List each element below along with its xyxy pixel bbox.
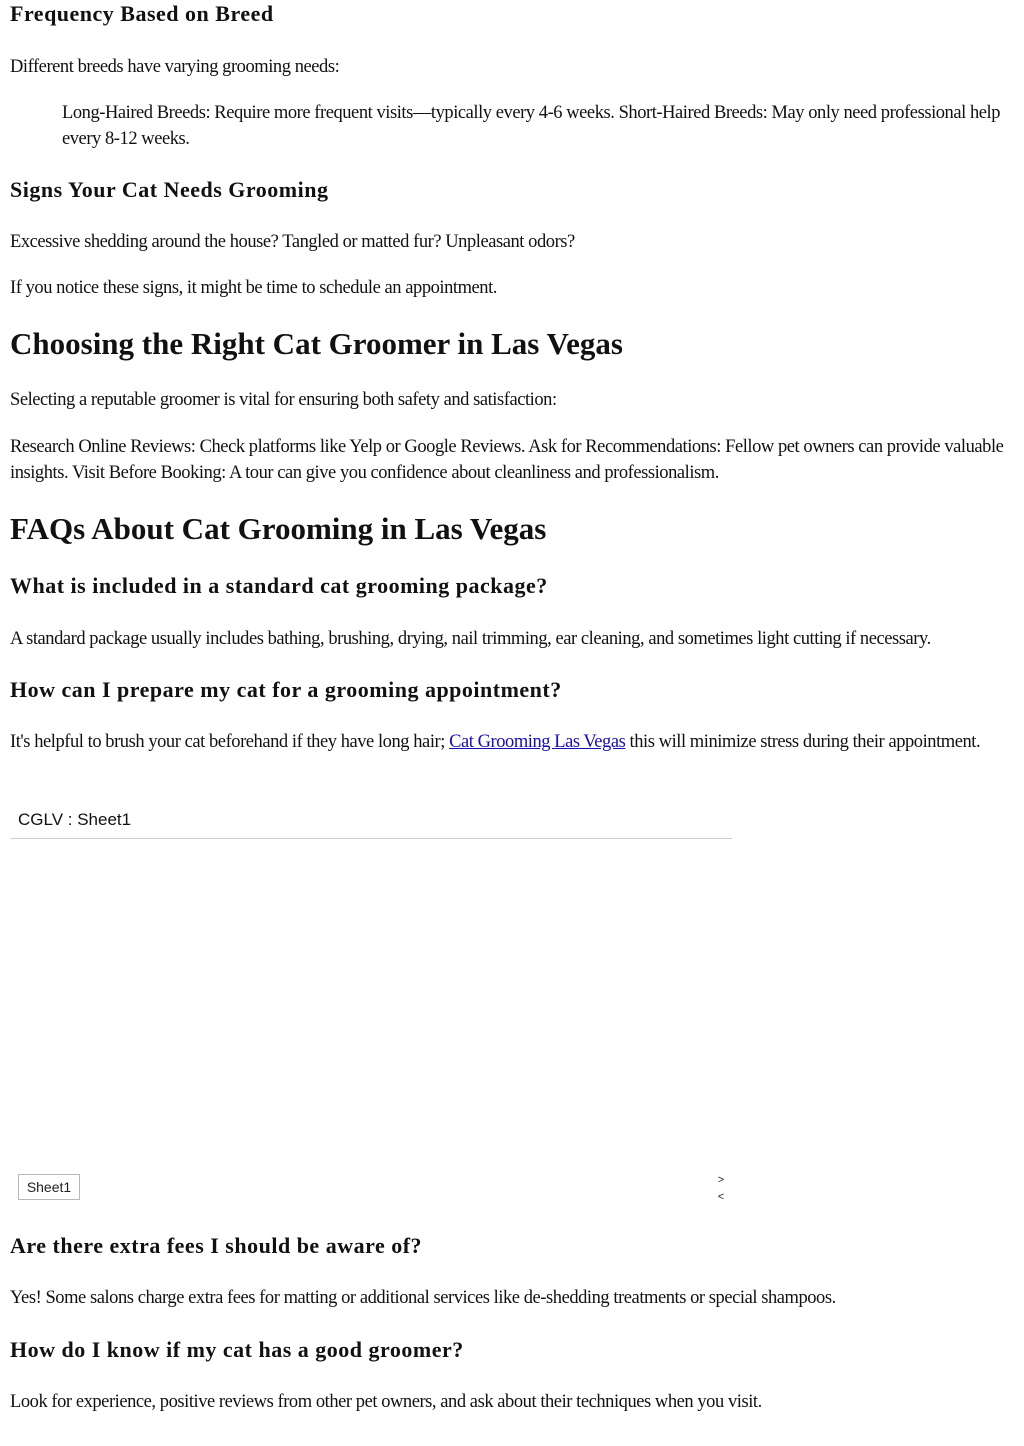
embedded-spreadsheet[interactable] bbox=[10, 804, 732, 1204]
next-sheet-button[interactable]: > bbox=[717, 1174, 725, 1186]
spreadsheet-title: CGLV : Sheet1 bbox=[18, 810, 132, 829]
frequency-intro-text: Different breeds have varying grooming needs: bbox=[10, 57, 340, 77]
faq-answer-good-groomer: Look for experience, positive reviews from other pet owners, and ask about their techniques when you visit. bbox=[10, 1392, 762, 1412]
spreadsheet-title-divider bbox=[10, 838, 732, 839]
answer-text-before-link: It's helpful to brush your cat beforehand if they have long hair; bbox=[10, 732, 450, 752]
frequency-detail-text: Long-Haired Breeds: Require more frequent visits—typically every 4-6 weeks. Short-Haired Breeds: May only need professional help every 8-12 weeks. bbox=[62, 103, 1001, 149]
choosing-intro-text: Selecting a reputable groomer is vital for ensuring both safety and satisfaction: bbox=[10, 390, 557, 410]
heading-choosing-right-groomer: Choosing the Right Cat Groomer in Las Vegas bbox=[10, 326, 623, 361]
faq-answer-standard-package: A standard package usually includes bathing, brushing, drying, nail trimming, ear cleaning, and sometimes light cutting if necessary. bbox=[10, 629, 931, 649]
faq-question-good-groomer: How do I know if my cat has a good groomer? bbox=[10, 1337, 464, 1362]
signs-note-text: If you notice these signs, it might be time to schedule an appointment. bbox=[10, 278, 497, 298]
faq-answer-extra-fees: Yes! Some salons charge extra fees for matting or additional services like de-shedding treatments or special shampoos. bbox=[10, 1288, 836, 1308]
cat-grooming-las-vegas-link[interactable]: Cat Grooming Las Vegas bbox=[449, 732, 626, 752]
faq-question-standard-package: What is included in a standard cat grooming package? bbox=[10, 573, 548, 598]
choosing-detail-text: Research Online Reviews: Check platforms like Yelp or Google Reviews. Ask for Recommendations: Fellow pet owners can provide valuable insights. Visit Before Booking: A tour can give you confidence about cleanliness and professionalism. bbox=[10, 437, 1004, 483]
previous-sheet-button[interactable]: < bbox=[717, 1191, 725, 1203]
answer-text-after-link: this will minimize stress during their appointment. bbox=[625, 732, 981, 752]
heading-faqs-cat-grooming: FAQs About Cat Grooming in Las Vegas bbox=[10, 511, 547, 546]
heading-signs-cat-needs-grooming: Signs Your Cat Needs Grooming bbox=[10, 177, 329, 202]
signs-list-text: Excessive shedding around the house? Tangled or matted fur? Unpleasant odors? bbox=[10, 232, 575, 252]
faq-question-prepare-cat: How can I prepare my cat for a grooming appointment? bbox=[10, 677, 562, 702]
sheet-tab-sheet1[interactable]: Sheet1 bbox=[18, 1174, 80, 1200]
faq-question-extra-fees: Are there extra fees I should be aware of? bbox=[10, 1233, 423, 1258]
faq-answer-prepare-cat bbox=[10, 729, 990, 755]
heading-frequency-based-on-breed: Frequency Based on Breed bbox=[10, 1, 274, 26]
